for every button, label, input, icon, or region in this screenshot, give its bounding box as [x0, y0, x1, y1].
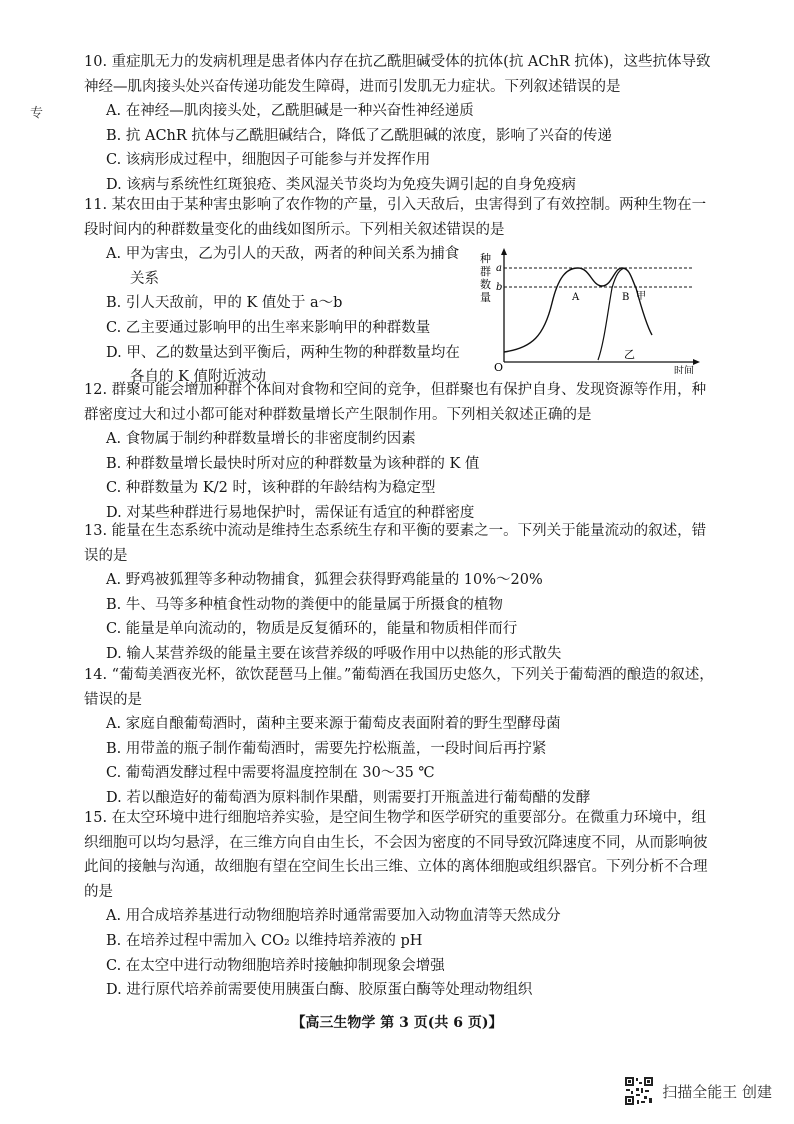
option-a: A. 食物属于制约种群数量增长的非密度制约因素 — [106, 431, 416, 448]
option-b: B. 种群数量增长最快时所对应的种群数量为该种群的 K 值 — [106, 455, 480, 472]
option-b: B. 引人天敌前，甲的 K 值处于 a～b — [106, 295, 343, 312]
option-d: D. 若以酿造好的葡萄酒为原料制作果醋，则需要打开瓶盖进行葡萄醋的发酵 — [106, 789, 591, 806]
option-c: C. 该病形成过程中，细胞因子可能参与并发挥作用 — [106, 152, 431, 169]
question-13 — [84, 519, 714, 667]
option-b: B. 牛、马等多种植食性动物的粪便中的能量属于所摄食的植物 — [106, 596, 503, 613]
origin-label: O — [494, 361, 504, 374]
option-c: C. 在太空中进行动物细胞培养时接触抑制现象会增强 — [106, 957, 445, 974]
option-b: B. 抗 AChR 抗体与乙酰胆碱结合，降低了乙酰胆碱的浓度，影响了兴奋的传递 — [106, 127, 612, 144]
x-axis-arrow — [693, 359, 700, 365]
option-b: B. 用带盖的瓶子制作葡萄酒时，需要先拧松瓶盖，一段时间后再拧紧 — [106, 740, 547, 757]
option-a: A. 在神经—肌肉接头处，乙酰胆碱是一种兴奋性神经递质 — [106, 103, 474, 120]
question-stem: 12. 群聚可能会增加种群个体间对食物和空间的竞争，但群聚也有保护自身、发现资源等作用，种群密度过大和过小都可能对种群数量增长产生限制作用。下列相关叙述正确的是 — [84, 382, 707, 423]
point-a-label: A — [572, 292, 580, 303]
scanner-watermark — [624, 1076, 772, 1106]
option-c: C. 乙主要通过影响甲的出生率来影响甲的种群数量 — [106, 319, 431, 336]
svg-text:群: 群 — [480, 265, 491, 278]
x-axis-label: 时间 — [674, 366, 694, 374]
y-axis-arrow — [501, 248, 507, 255]
option-d: D. 输人某营养级的能量主要在该营养级的呼吸作用中以热能的形式散失 — [106, 645, 562, 662]
option-d: D. 甲、乙的数量达到平衡后，两种生物的种群数量均在 — [106, 344, 460, 361]
option-c: C. 能量是单向流动的，物质是反复循环的，能量和物质相伴而行 — [106, 621, 518, 638]
point-b-label: B — [622, 292, 630, 303]
option-d: D. 进行原代培养前需要使用胰蛋白酶、胶原蛋白酶等处理动物组织 — [106, 982, 533, 999]
option-d: D. 该病与系统性红斑狼疮、类风湿关节炎均为免疫失调引起的自身免疫病 — [106, 176, 576, 193]
tick-b-label: b — [496, 282, 503, 293]
question-10 — [84, 50, 714, 198]
option-a: A. 家庭自酿葡萄酒时，菌种主要来源于葡萄皮表面附着的野生型酵母菌 — [106, 716, 561, 733]
option-a-cont: 关系 — [130, 270, 159, 287]
tick-a-label: a — [496, 263, 502, 274]
option-a: A. 用合成培养基进行动物细胞培养时通常需要加入动物血清等天然成分 — [106, 908, 561, 925]
page-footer: 【高三生物学 第 3 页(共 6 页)】 — [291, 1015, 503, 1031]
question-stem: 11. 某农田由于某种害虫影响了农作物的产量，引入天敌后，虫害得到了有效控制。两种生物在一段时间内的种群数量变化的曲线如图所示。下列相关叙述错误的是 — [84, 197, 707, 238]
curve-yi-label: 乙 — [624, 348, 635, 361]
scanner-label: 扫描全能王 创建 — [662, 1082, 772, 1101]
curve-jia-label: 甲 — [636, 291, 646, 302]
question-stem: 13. 能量在生态系统中流动是维持生态系统生存和平衡的要素之一。下列关于能量流动的叙述，错误的是 — [84, 523, 707, 564]
option-c: C. 种群数量为 K/2 时，该种群的年龄结构为稳定型 — [106, 480, 436, 497]
population-curve-figure — [470, 248, 702, 374]
question-14 — [84, 663, 714, 811]
curve-yi — [598, 268, 626, 360]
option-d-cont: 各自的 K 值附近波动 — [130, 369, 267, 386]
question-15 — [84, 806, 714, 1003]
qr-code-icon — [624, 1076, 654, 1106]
y-axis-label — [480, 252, 491, 304]
option-a: A. 野鸡被狐狸等多种动物捕食，狐狸会获得野鸡能量的 10%～20% — [106, 572, 543, 589]
question-stem: 15. 在太空环境中进行细胞培养实验，是空间生物学和医学研究的重要部分。在微重力环境中，组织细胞可以均匀悬浮，在三维方向自由生长，不会因为密度的不同导致沉降速度不同，从而影响彼此间的接触与沟通，故细胞有望在空间生长出三维、立体的离体细胞或组织器官。下列分析不合理的是 — [84, 810, 708, 900]
option-a: A. 甲为害虫，乙为引人的天敌，两者的种间关系为捕食 — [106, 246, 460, 263]
svg-text:种: 种 — [480, 252, 491, 265]
question-stem: 14. “葡萄美酒夜光杯，欲饮琵琶马上催。”葡萄酒在我国历史悠久，下列关于葡萄酒的酿造的叙述，错误的是 — [84, 667, 714, 708]
option-d: D. 对某些种群进行易地保护时，需保证有适宜的种群密度 — [106, 504, 475, 521]
curve-jia — [504, 268, 652, 352]
question-12 — [84, 378, 714, 526]
svg-text:数: 数 — [480, 278, 491, 291]
option-c: C. 葡萄酒发酵过程中需要将温度控制在 30～35 ℃ — [106, 765, 435, 782]
svg-text:量: 量 — [480, 291, 491, 304]
margin-mark: 专 — [30, 106, 44, 121]
question-stem: 10. 重症肌无力的发病机理是患者体内存在抗乙酰胆碱受体的抗体(抗 AChR 抗体)，这些抗体导致神经—肌肉接头处兴奋传递功能发生障碍，进而引发肌无力症状。下列叙述错误的是 — [84, 54, 711, 95]
option-b: B. 在培养过程中需加入 CO₂ 以维持培养液的 pH — [106, 932, 423, 949]
